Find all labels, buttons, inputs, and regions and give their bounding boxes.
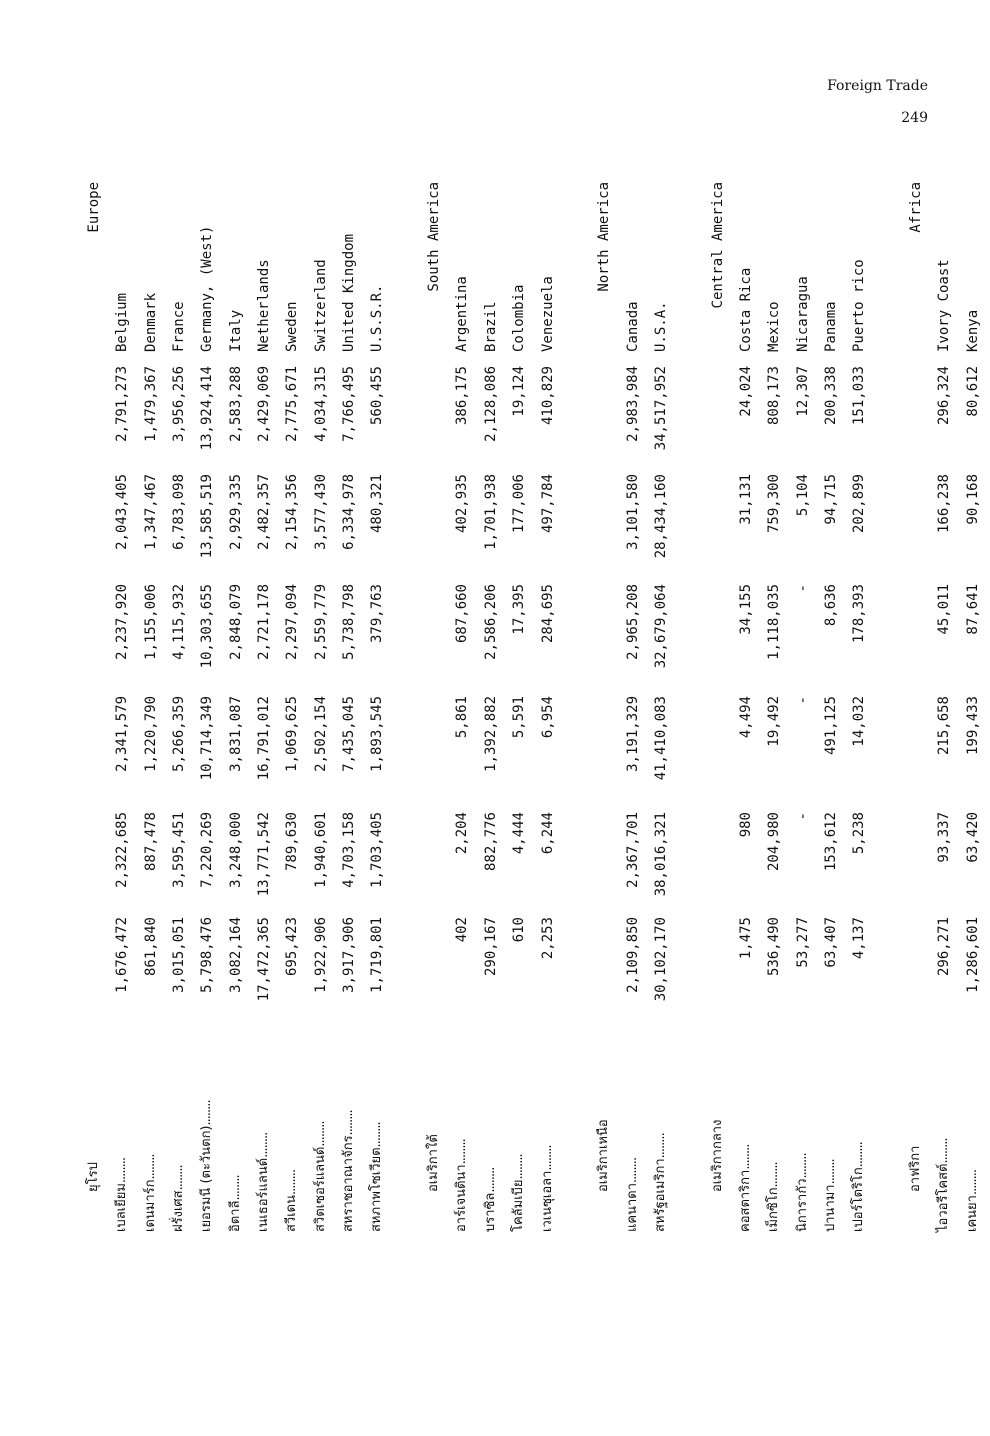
trade-value-cell: 24,024: [737, 366, 754, 417]
trade-value-cell: 6,954: [539, 696, 556, 739]
country-name-thai: เดนมาร์ก........: [142, 1154, 158, 1232]
trade-value-cell: 1,347,467: [142, 474, 159, 550]
country-name-english: Denmark: [142, 292, 159, 352]
trade-value-cell: 3,248,000: [227, 812, 244, 888]
trade-value-cell: 1,069,625: [284, 696, 301, 772]
trade-value-cell: 6,334,978: [341, 474, 358, 550]
trade-value-cell: 3,831,087: [227, 696, 244, 772]
trade-value-cell: 4,494: [737, 696, 754, 739]
trade-value-cell: 861,840: [142, 917, 159, 977]
leader-dots: ........: [199, 1100, 215, 1126]
trade-value-cell: 2,043,405: [114, 474, 131, 550]
leader-dots: ........: [624, 1157, 640, 1183]
trade-value-cell: 87,641: [964, 584, 981, 635]
trade-value-cell: 2,128,086: [482, 366, 499, 442]
country-name-english: Brazil: [482, 301, 499, 352]
trade-value-cell: 8,636: [822, 584, 839, 627]
trade-value-cell: 1,220,790: [142, 696, 159, 772]
leader-dots: ........: [482, 1167, 498, 1193]
leader-dots: ........: [312, 1121, 328, 1147]
trade-value-cell: 153,612: [822, 812, 839, 872]
trade-value-cell: 199,433: [964, 696, 981, 756]
trade-value-cell: 5,591: [511, 696, 528, 739]
country-name-thai: เปอร์โตริโก........: [851, 1142, 867, 1232]
country-name-english: U.S.S.R.: [369, 284, 386, 352]
trade-value-cell: 2,502,154: [312, 696, 329, 772]
country-name-english: Venezuela: [539, 276, 556, 352]
running-head-title: Foreign Trade: [827, 78, 928, 94]
country-name-english: Italy: [227, 309, 244, 352]
trade-value-cell: 2,429,069: [256, 366, 273, 442]
trade-value-cell: 7,766,495: [341, 366, 358, 442]
trade-value-cell: 3,082,164: [227, 917, 244, 993]
trade-value-cell: 296,324: [936, 366, 953, 426]
leader-dots: ........: [851, 1142, 867, 1168]
english-country-column: [80, 182, 987, 352]
trade-value-cell: 38,016,321: [652, 812, 669, 897]
trade-value-cell: 3,917,906: [341, 917, 358, 993]
leader-dots: ........: [511, 1154, 527, 1180]
country-name-english: Switzerland: [312, 259, 329, 352]
trade-value-cell: 402: [454, 917, 471, 943]
section-heading-english: Central America: [709, 182, 726, 309]
trade-value-cell: 2,848,079: [227, 584, 244, 660]
value-column-5: [80, 474, 987, 582]
trade-value-cell: 2,929,335: [227, 474, 244, 550]
trade-value-cell: -: [794, 812, 811, 821]
trade-value-cell: 17,472,365: [256, 917, 273, 1002]
country-name-thai: ฝรั่งเศส........: [171, 1165, 187, 1232]
value-column-3: [80, 696, 987, 804]
country-name-thai: โคลัมเบีย........: [511, 1154, 527, 1232]
trade-value-cell: 30,102,170: [652, 917, 669, 1002]
trade-value-cell: 2,965,208: [624, 584, 641, 660]
trade-value-cell: 19,124: [511, 366, 528, 417]
country-name-thai: สหรัฐอเมริกา........: [652, 1133, 668, 1232]
trade-value-cell: 687,660: [454, 584, 471, 644]
trade-value-cell: 5,104: [794, 474, 811, 517]
trade-value-cell: 536,490: [766, 917, 783, 977]
country-name-english: Ivory Coast: [936, 259, 953, 352]
trade-value-cell: 980: [737, 812, 754, 838]
trade-value-cell: 759,300: [766, 474, 783, 534]
trade-value-cell: 1,719,801: [369, 917, 386, 993]
trade-value-cell: 284,695: [539, 584, 556, 644]
trade-value-cell: 2,237,920: [114, 584, 131, 660]
trade-value-cell: 204,980: [766, 812, 783, 872]
trade-value-cell: 497,784: [539, 474, 556, 534]
trade-value-cell: 1,286,601: [964, 917, 981, 993]
trade-value-cell: 2,341,579: [114, 696, 131, 772]
country-name-english: Costa Rica: [737, 267, 754, 352]
trade-value-cell: 3,015,051: [171, 917, 188, 993]
leader-dots: ........: [964, 1169, 980, 1196]
trade-value-cell: 290,167: [482, 917, 499, 977]
trade-value-cell: 151,033: [851, 366, 868, 426]
country-name-english: Kenya: [964, 309, 981, 352]
trade-value-cell: 6,783,098: [171, 474, 188, 550]
section-heading-thai: อาฟริกา: [907, 1145, 923, 1192]
trade-value-cell: 3,191,329: [624, 696, 641, 772]
country-name-thai: สวิตเซอร์แลนด์........: [312, 1121, 328, 1232]
trade-value-cell: 2,297,094: [284, 584, 301, 660]
country-name-english: Canada: [624, 301, 641, 352]
country-name-english: Belgium: [114, 292, 131, 352]
country-name-thai: ปานามา........: [822, 1159, 838, 1232]
trade-value-cell: 178,393: [851, 584, 868, 644]
country-name-english: Panama: [822, 301, 839, 352]
trade-value-cell: 3,577,430: [312, 474, 329, 550]
trade-value-cell: 31,131: [737, 474, 754, 525]
leader-dots: ........: [652, 1133, 668, 1159]
trade-value-cell: 202,899: [851, 474, 868, 534]
country-name-thai: เบลเยียม........: [114, 1158, 130, 1232]
trade-value-cell: 2,322,685: [114, 812, 131, 888]
trade-value-cell: 1,392,882: [482, 696, 499, 772]
country-name-thai: นิการากัว........: [794, 1153, 810, 1232]
trade-value-cell: 491,125: [822, 696, 839, 756]
leader-dots: ........: [794, 1153, 810, 1179]
trade-value-cell: 34,517,952: [652, 366, 669, 451]
trade-value-cell: 695,423: [284, 917, 301, 977]
trade-value-cell: 166,238: [936, 474, 953, 534]
country-name-thai: อิตาลี........: [227, 1175, 243, 1232]
trade-value-cell: 610: [511, 917, 528, 943]
trade-value-cell: 4,137: [851, 917, 868, 960]
trade-value-cell: 2,583,288: [227, 366, 244, 442]
trade-value-cell: 2,154,356: [284, 474, 301, 550]
trade-value-cell: 1,701,938: [482, 474, 499, 550]
country-name-thai: แคนาดา........: [624, 1157, 640, 1232]
trade-value-cell: 177,006: [511, 474, 528, 534]
section-heading-english: Europe: [86, 182, 102, 233]
trade-value-cell: 34,155: [737, 584, 754, 635]
trade-value-cell: 10,303,655: [199, 584, 216, 669]
trade-value-cell: 882,776: [482, 812, 499, 872]
value-column-1: [80, 917, 987, 1017]
trade-value-cell: 7,435,045: [341, 696, 358, 772]
trade-value-cell: -: [794, 696, 811, 705]
trade-value-cell: 13,924,414: [199, 366, 216, 451]
country-name-english: Germany, (West): [199, 225, 216, 352]
trade-value-cell: 80,612: [964, 366, 981, 417]
leader-dots: ........: [227, 1175, 243, 1201]
trade-value-cell: 402,935: [454, 474, 471, 534]
trade-value-cell: 2,559,779: [312, 584, 329, 660]
trade-value-cell: 386,175: [454, 366, 471, 426]
trade-value-cell: 2,253: [539, 917, 556, 960]
country-name-thai: สหภาพโซเวียต........: [369, 1122, 385, 1232]
trade-value-cell: 560,455: [369, 366, 386, 426]
country-name-english: France: [171, 301, 188, 352]
trade-value-cell: 5,238: [851, 812, 868, 855]
trade-value-cell: 45,011: [936, 584, 953, 635]
trade-value-cell: 2,983,984: [624, 366, 641, 442]
page-number: 249: [901, 110, 928, 126]
section-heading-thai: ยุโรป: [86, 1162, 101, 1192]
country-name-english: Sweden: [284, 301, 301, 352]
trade-value-cell: 4,115,932: [171, 584, 188, 660]
leader-dots: ........: [369, 1122, 385, 1148]
country-name-thai: สวีเดน........: [284, 1169, 300, 1232]
trade-value-cell: 2,204: [454, 812, 471, 855]
trade-value-cell: 19,492: [766, 696, 783, 747]
trade-value-cell: 2,586,206: [482, 584, 499, 660]
trade-value-cell: 2,367,701: [624, 812, 641, 888]
section-heading-english: South America: [426, 182, 443, 292]
trade-value-cell: -: [794, 584, 811, 593]
trade-value-cell: 480,321: [369, 474, 386, 534]
trade-value-cell: 1,893,545: [369, 696, 386, 772]
trade-value-cell: 6,244: [539, 812, 556, 855]
trade-value-cell: 3,956,256: [171, 366, 188, 442]
trade-value-cell: 4,444: [511, 812, 528, 855]
value-column-6-hidden: [80, 366, 987, 474]
country-name-english: U.S.A.: [652, 301, 669, 352]
trade-value-cell: 5,861: [454, 696, 471, 739]
trade-value-cell: 93,337: [936, 812, 953, 863]
section-heading-english: North America: [596, 182, 613, 292]
trade-value-cell: 379,763: [369, 584, 386, 644]
trade-value-cell: 200,338: [822, 366, 839, 426]
trade-value-cell: 1,475: [737, 917, 754, 960]
country-name-english: Puerto rico: [851, 259, 868, 352]
trade-value-cell: 7,220,269: [199, 812, 216, 888]
country-name-english: Colombia: [511, 284, 528, 352]
trade-value-cell: 2,791,273: [114, 366, 131, 442]
trade-value-cell: 5,798,476: [199, 917, 216, 993]
country-name-thai: สหราชอาณาจักร........: [341, 1110, 357, 1232]
trade-value-cell: 13,771,542: [256, 812, 273, 897]
trade-value-cell: 13,585,519: [199, 474, 216, 559]
trade-value-cell: 28,434,160: [652, 474, 669, 559]
leader-dots: ........: [936, 1138, 952, 1164]
country-name-english: Netherlands: [256, 259, 273, 352]
trade-value-cell: 296,271: [936, 917, 953, 977]
trade-value-cell: 14,032: [851, 696, 868, 747]
leader-dots: ........: [737, 1144, 753, 1170]
trade-value-cell: 63,420: [964, 812, 981, 863]
section-heading-thai: อเมริกาเหนือ: [596, 1119, 612, 1192]
trade-value-cell: 3,595,451: [171, 812, 188, 888]
leader-dots: ........: [766, 1162, 782, 1188]
trade-value-cell: 1,118,035: [766, 584, 783, 660]
trade-value-cell: 63,407: [822, 917, 839, 968]
leader-dots: ........: [822, 1159, 838, 1185]
trade-value-cell: 5,266,359: [171, 696, 188, 772]
leader-dots: ........: [284, 1169, 300, 1195]
trade-value-cell: 887,478: [142, 812, 159, 872]
trade-value-cell: 789,630: [284, 812, 301, 872]
trade-value-cell: 215,658: [936, 696, 953, 756]
trade-value-cell: 1,676,472: [114, 917, 131, 993]
leader-dots: ........: [454, 1139, 470, 1165]
country-name-english: United Kingdom: [341, 233, 358, 352]
trade-value-cell: 53,277: [794, 917, 811, 968]
trade-value-cell: 1,703,405: [369, 812, 386, 888]
value-column-2: [80, 812, 987, 912]
trade-value-cell: 16,791,012: [256, 696, 273, 781]
trade-value-cell: 1,479,367: [142, 366, 159, 442]
country-name-thai: เคนยา........: [964, 1169, 980, 1232]
trade-value-cell: 808,173: [766, 366, 783, 426]
leader-dots: ........: [114, 1158, 130, 1184]
country-name-thai: คอสตาริกา........: [737, 1144, 753, 1232]
trade-value-cell: 41,410,083: [652, 696, 669, 781]
trade-value-cell: 2,721,178: [256, 584, 273, 660]
trade-value-cell: 2,482,357: [256, 474, 273, 550]
leader-dots: ........: [256, 1132, 272, 1158]
country-name-thai: เม็กซิโก........: [766, 1162, 782, 1232]
country-name-thai: บราซิล........: [482, 1167, 498, 1232]
leader-dots: ........: [171, 1165, 187, 1191]
leader-dots: ........: [341, 1110, 357, 1136]
country-name-thai: อาร์เจนตินา........: [454, 1139, 470, 1232]
trade-value-cell: 90,168: [964, 474, 981, 525]
leader-dots: ........: [142, 1154, 158, 1180]
trade-value-cell: 4,703,158: [341, 812, 358, 888]
country-name-thai: เวเนซุเอลา........: [539, 1145, 555, 1232]
trade-value-cell: 1,155,006: [142, 584, 159, 660]
section-heading-thai: อเมริกาใต้: [426, 1134, 442, 1192]
trade-value-cell: 12,307: [794, 366, 811, 417]
country-name-english: Nicaragua: [794, 276, 811, 352]
trade-value-cell: 94,715: [822, 474, 839, 525]
section-heading-english: Africa: [907, 182, 924, 233]
value-column-4: [80, 584, 987, 692]
trade-value-cell: 1,940,601: [312, 812, 329, 888]
thai-country-column: [80, 1012, 987, 1232]
section-heading-thai: อเมริกากลาง: [709, 1119, 725, 1192]
trade-value-cell: 410,829: [539, 366, 556, 426]
leader-dots: ........: [539, 1145, 555, 1171]
country-name-english: Mexico: [766, 301, 783, 352]
country-name-english: Argentina: [454, 276, 471, 352]
rotated-trade-table: [80, 182, 981, 1232]
trade-value-cell: 17,395: [511, 584, 528, 635]
country-name-thai: เนเธอร์แลนด์........: [256, 1132, 272, 1232]
trade-value-cell: 2,109,850: [624, 917, 641, 993]
trade-value-cell: 2,775,671: [284, 366, 301, 442]
country-name-thai: ไอวอรีโคสต์........: [936, 1138, 952, 1232]
trade-value-cell: 3,101,580: [624, 474, 641, 550]
trade-value-cell: 1,922,906: [312, 917, 329, 993]
country-name-thai: เยอรมนี (ตะวันตก)........: [199, 1100, 215, 1232]
trade-value-cell: 5,738,798: [341, 584, 358, 660]
trade-value-cell: 4,034,315: [312, 366, 329, 442]
trade-value-cell: 32,679,064: [652, 584, 669, 669]
trade-value-cell: 10,714,349: [199, 696, 216, 781]
